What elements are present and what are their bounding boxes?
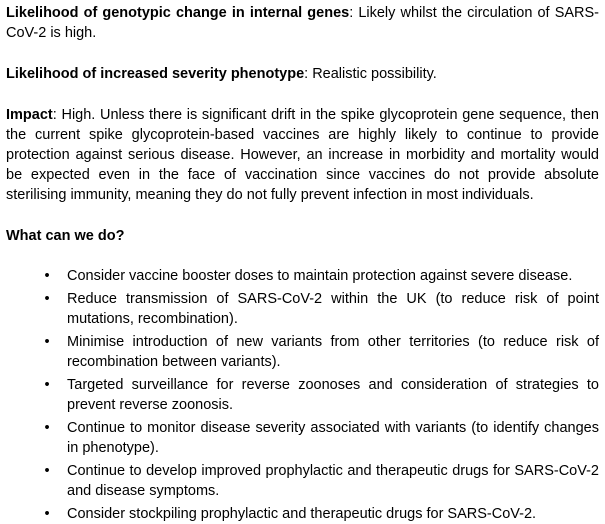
list-item-text: Minimise introduction of new variants from other territories (to reduce risk of recombination between variants). [67,334,599,370]
genotypic-change-label: Likelihood of genotypic change in internal genes [6,5,350,21]
list-item-text: Consider stockpiling prophylactic and therapeutic drugs for SARS-CoV-2. [67,506,537,522]
impact-label: Impact [6,107,53,123]
impact-text: : High. Unless there is significant drift in the spike glycoprotein gene sequence, then the current spike glycoprotein-based vaccines are highly likely to continue to provide protection against serious disease. However, an increase in morbidity and mortality would be expected even in the face of vaccination since vaccines do not provide absolute sterilising immunity, meaning they do not fully prevent infection in most individuals. [6,107,599,203]
bullet-icon: • [44,463,50,479]
genotypic-change-text: : Likely whilst the circulation of SARS-CoV-2 is high. [6,5,600,41]
list-item [6,504,599,524]
severity-phenotype-paragraph [6,64,599,84]
bullet-icon: • [44,506,50,522]
list-item [6,289,599,329]
severity-phenotype-text: : Realistic possibility. [304,66,437,82]
bullet-icon: • [44,268,50,284]
severity-phenotype-label: Likelihood of increased severity phenotype [6,66,305,82]
what-can-we-do-heading: What can we do? [6,228,125,244]
list-item [6,375,599,415]
action-list [6,266,599,524]
list-item [6,461,599,501]
list-item-text: Consider vaccine booster doses to maintain protection against severe disease. [67,268,573,284]
list-item-text: Reduce transmission of SARS-CoV-2 within the UK (to reduce risk of point mutations, recombination). [67,291,599,327]
list-item-text: Targeted surveillance for reverse zoonoses and consideration of strategies to prevent reverse zoonosis. [67,377,599,413]
bullet-icon: • [44,291,50,307]
list-item [6,418,599,458]
list-item [6,266,599,286]
bullet-icon: • [44,377,50,393]
bullet-icon: • [44,420,50,436]
list-item [6,332,599,372]
list-item-text: Continue to develop improved prophylactic and therapeutic drugs for SARS-CoV-2 and disease symptoms. [67,463,599,499]
list-item-text: Continue to monitor disease severity associated with variants (to identify changes in phenotype). [67,420,599,456]
bullet-icon: • [44,334,50,350]
genotypic-change-paragraph [6,3,599,43]
impact-paragraph [6,105,599,205]
